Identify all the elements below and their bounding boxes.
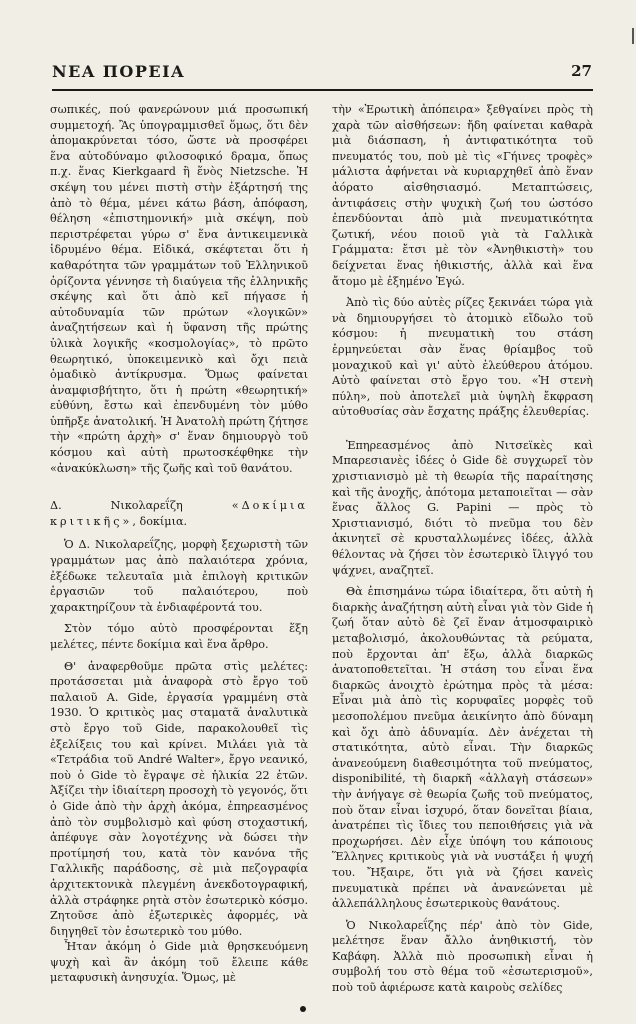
scan-edge-mark [632, 28, 634, 44]
running-header [52, 62, 592, 88]
review-book-title: «Δοκίμια κριτικῆς» [50, 499, 308, 528]
left-paragraph-4: Θ' ἀναφερθοῦμε πρῶτα στὶς μελέτες: προτάσσεται μιὰ ἀναφορὰ στὸ ἔργο τοῦ παλαιοῦ A. Gide, ἐργασία γραμμένη στὰ 1930. Ὁ κριτικὸς μας σταματᾶ ἀναλυτικὰ στὸ ἔργο τοῦ Gide, παρακολουθεῖ τὶς ἐξελίξεις του καὶ κρίνει. Μιλάει γιὰ τὰ «Τετράδια τοῦ André Walter», ἔργο νεανικό, ποὺ ὁ Gide τὸ ἔγραψε σὲ ἡλικία 22 ἐτῶν. Ἀξίζει τὴν ἰδιαίτερη προσοχὴ τὸ γεγονός, ὅτι ὁ Gide ἀπὸ τὴν ἀρχὴ ἀκόμα, ἐπηρεασμένος ἀπὸ τὸν συμβολισμὸ καὶ φύση στοχαστική, ἀπέφυγε σὰν λογοτέχνης νὰ δώσει τὴν προτίμησή του, κατὰ τὸν κανόνα τῆς Γαλλικῆς παράδοσης, σὲ μιὰ πεζογραφία ἀρχιτεκτονικὰ πλεγμένη ἀνεκδοτογραφική, ἀλλὰ στράφηκε ρητὰ στὸν ἐσωτερικὸ κόσμο. Ζητοῦσε ἀπὸ ἐξωτερικὲς ἀφορμές, νὰ διηγηθεῖ τὸν ἐσωτερικὸ του μύθο. [50, 659, 308, 938]
left-paragraph-5: Ἦταν ἀκόμη ὁ Gide μιὰ θρησκευόμενη ψυχὴ καὶ ἂν ἀκόμη τοῦ ἔλειπε κάθε μεταφυσικὴ ἀνησυχία. Ὅμως, μὲ [50, 940, 308, 985]
page-number: 27 [571, 62, 592, 80]
left-paragraph-1: σωπικές, πού φανερώνουν μιά προσωπική συμμετοχή. Ἂς ὑπογραμμισθεῖ ὅμως, ὅτι δὲν ἀπομακρύνεται τόσο, ὥστε νὰ προσφέρει ἕνα αὐτοδύναμο φιλοσοφικό δραμα, ὅπως π.χ. ἕνας Kierkgaard ἢ ἕνὸς Nietzsche. Ἡ σκέψη του μένει πιστὴ στὴν ἐξάρτησή της ἀπὸ τὸ θέμα, μένει κάτω βάση, ἀπόφαση, θέληση «ἐπιστημονική» μιὰ σκέψη, ποὺ περιστρέφεται γύρω σ' ἕνα ἀντικειμενικὰ ἱδρυμένο θέμα. Εἰδικά, σκέφτεται ὅτι ἡ καθαρότητα τῶν γραμμάτων τοῦ Ἑλληνικοῦ ὁρίζοντα γέννησε τὴ διαύγεια τῆς ἑλληνικῆς σκέψης καὶ ὅτι ἀπὸ κεῖ πήγασε ἡ αὐτοδυναμία τῶν πρώτων «λογικῶν» ἀναζητήσεων καὶ ἡ ὕφανση τῆς πρώτης ὑλικὰ λογικῆς «κοσμολογίας», τὸ πρῶτο θεωρητικό, ὑποκειμενικὸ καὶ ὄχι πειὰ ὁμαδικὸ ἀντίκρυσμα. Ὅμως φαίνεται ἀναμφισβήτητο, ὅτι ἡ πρώτη «θεωρητική» εὐθύνη, ἔστω καὶ ἐπενδυμένη τὸν μύθο ὑπῆρξε ἀνατολική. Ἡ Ἀνατολὴ πρώτη ζήτησε τὴν «πρώτη ἀρχὴ» σ' ἕναν δημιουργὸ τοῦ κόσμου καὶ αὐτὴ πρωτοσκέφθηκε τὴν «ἀνακύκλωση» τῆς ζωῆς καὶ τοῦ θανάτου. [50, 103, 308, 475]
right-paragraph-5: Ὁ Νικολαρεΐζης πέρ' ἀπὸ τὸν Gide, μελέτησε ἕναν ἄλλο ἀνηθικιστή, τὸν Καβάφη. Ἀλλὰ πιὸ προσωπικὴ εἶναι ἡ συμβολή του στὸ θέμα τοῦ «ἐσωτερισμοῦ», ποὺ τοῦ ἀφιέρωσε κατὰ καιροὺς σελίδες [332, 918, 593, 995]
right-paragraph-1: τὴν «Ἐρωτικὴ ἀπόπειρα» ξεθγαίνει πρὸς τὴ χαρὰ τῶν αἰσθήσεων: ἤδη φαίνεται καθαρὰ μιὰ διάσπαση, ἡ ἀντιφατικότητα τοῦ πνευματός του, ποὺ μὲ τὶς «Γήινες τροφὲς» μάλιστα ἀφήνεται νὰ κυριαρχηθεῖ ἀπὸ ἕναν ἀόρατο αἰσθησιασμό. Μεταπτώσεις, ἀντιφάσεις στὴν ψυχικὴ ζωή του ὡστόσο ἐπενδύονται ἀπὸ μιὰ πνευματικότητα ζωτική, νέου ποιοῦ γιὰ τὰ Γαλλικὰ Γράμματα: ἔτσι μὲ τὸν «Ἀνηθικιστὴ» του δείχνεται ἕνας ἠθικιστής, ἀλλὰ καὶ ἕνα ἄτομο μὲ ἐξημένο Ἐγώ. [332, 103, 593, 288]
right-paragraph-2: Ἀπὸ τὶς δύο αὐτὲς ρίζες ξεκινάει τώρα γιὰ νὰ δημιουργήσει τὸ ἀτομικὸ εἴδωλο τοῦ κόσμου: ἡ πνευματικὴ του στάση ἑρμηνεύεται σὰν ἕνας θρίαμβος τοῦ μοναχικοῦ καὶ γι' αὐτὸ ἐλεύθερου ἀτόμου. Αὐτὸ φαίνεται στὸ ἔργο του. «Ἡ στενὴ πύλη», ποὺ ἀποτελεῖ μιὰ ὑψηλὴ ἔκφραση αὐτοθυσίας σὰν ἔσχατης πράξης ἐλευθερίας. [332, 296, 593, 419]
page-footer-dot [300, 1006, 306, 1012]
journal-title: ΝΕΑ ΠΟΡΕΙΑ [52, 62, 185, 81]
review-author: Δ. Νικολαρεΐζη [50, 499, 183, 513]
left-column [50, 102, 308, 986]
review-genre: , δοκίμια. [132, 514, 188, 528]
right-paragraph-4: Θὰ ἐπισημάνω τώρα ἰδιαίτερα, ὅτι αὐτὴ ἡ διαρκὴς ἀναζήτηση αὐτὴ εἶναι γιὰ τὸν Gide ἡ ζωή ὅταν αὐτὸ δὲ ζεῖ ἕναν ἀτμοσφαιρικὸ μεταβολισμό, ἀκολουθώντας τὰ ρεύματα, ποὺ ἔρχονται ἀπ' ἔξω, ἀλλὰ διαρκῶς ἀνατοποθετεῖται. Ἡ στάση του εἶναι ἕνα διαρκῶς ἀνοιχτὸ ἐρώτημα πρὸς τὰ μέσα: Εἶναι μιὰ ἀπὸ τὶς κορυφαῖες μορφὲς τοῦ μεσοπολέμου πνεῦμα ἀεικίνητο ἀπὸ δύναμη καὶ ὄχι ἀπὸ ἀδυναμία. Δὲν ἀνέχεται τὴ στατικότητα, αὐτὸ εἶναι. Τὴν διαρκῶς ἀνανεούμενη διαθεσιμότητα τοῦ πνεύματος, disponibilité, τὴ διαρκῆ «ἀλλαγὴ στάσεων» τὴν ἀνήγαγε σὲ θεωρία ζωῆς τοῦ πνεύματος, ποὺ ὅταν εἶναι ἰσχυρό, ὅταν δονεῖται βίαια, ἀνατρέπει τὶς ἴδιες του πεποιθήσεις γιὰ νὰ προχωρήσει. Δὲν εἶχε ὑπόψη του κάποιους Ἕλληνες κριτικοὺς γιὰ νὰ νυστάξει ἡ ψυχή του. Ἤξαιρε, ὅτι γιὰ νὰ ζήσει κανεὶς πνευματικὰ πρέπει νὰ ἀνανεώνεται μὲ ἀλλεπάλληλους ἐσωτερικοὺς θανάτους. [332, 585, 593, 911]
left-paragraph-3: Στὸν τόμο αὐτὸ προσφέρονται ἕξη μελέτες, πέντε δοκίμια καὶ ἕνα ἄρθρο. [50, 622, 308, 651]
review-heading [50, 498, 308, 529]
right-paragraph-3: Ἐπηρεασμένος ἀπὸ Νιτσεϊκὲς καὶ Μπαρεσιανὲς ἰδέες ὁ Gide δὲ συγχωρεῖ τὸν χριστιανισμὸ μὲ τὴ θεωρία τῆς παραίτησης καὶ τῆς ἀνοχῆς, ἀπότομα μεταποιεῖται — σὰν ἕνας ἄλλος G. Papini — πρὸς τὸ Χριστιανισμό, διότι τὸ πνεῦμα του δὲν ἀκινητεῖ σὲ κρυσταλλωμένες ἰδέες, ἀλλὰ θέλοντας νὰ ζήσει τὸν ἐσωτερικὸ ἴλιγγό του ψάχνει, αναζητεῖ. [332, 438, 593, 577]
left-paragraph-2: Ὁ Δ. Νικολαρεΐζης, μορφὴ ξεχωριστὴ τῶν γραμμάτων μας ἀπὸ παλαιότερα χρόνια, ἐξέδωκε τελευταῖα μιὰ ἐπιλογὴ κριτικῶν ἐργασιῶν τοῦ παλαιότερου, ποὺ χαρακτηρίζουν τὰ ἐνδιαφέροντά του. [50, 538, 308, 614]
right-column [332, 102, 593, 996]
header-rule [52, 89, 593, 91]
